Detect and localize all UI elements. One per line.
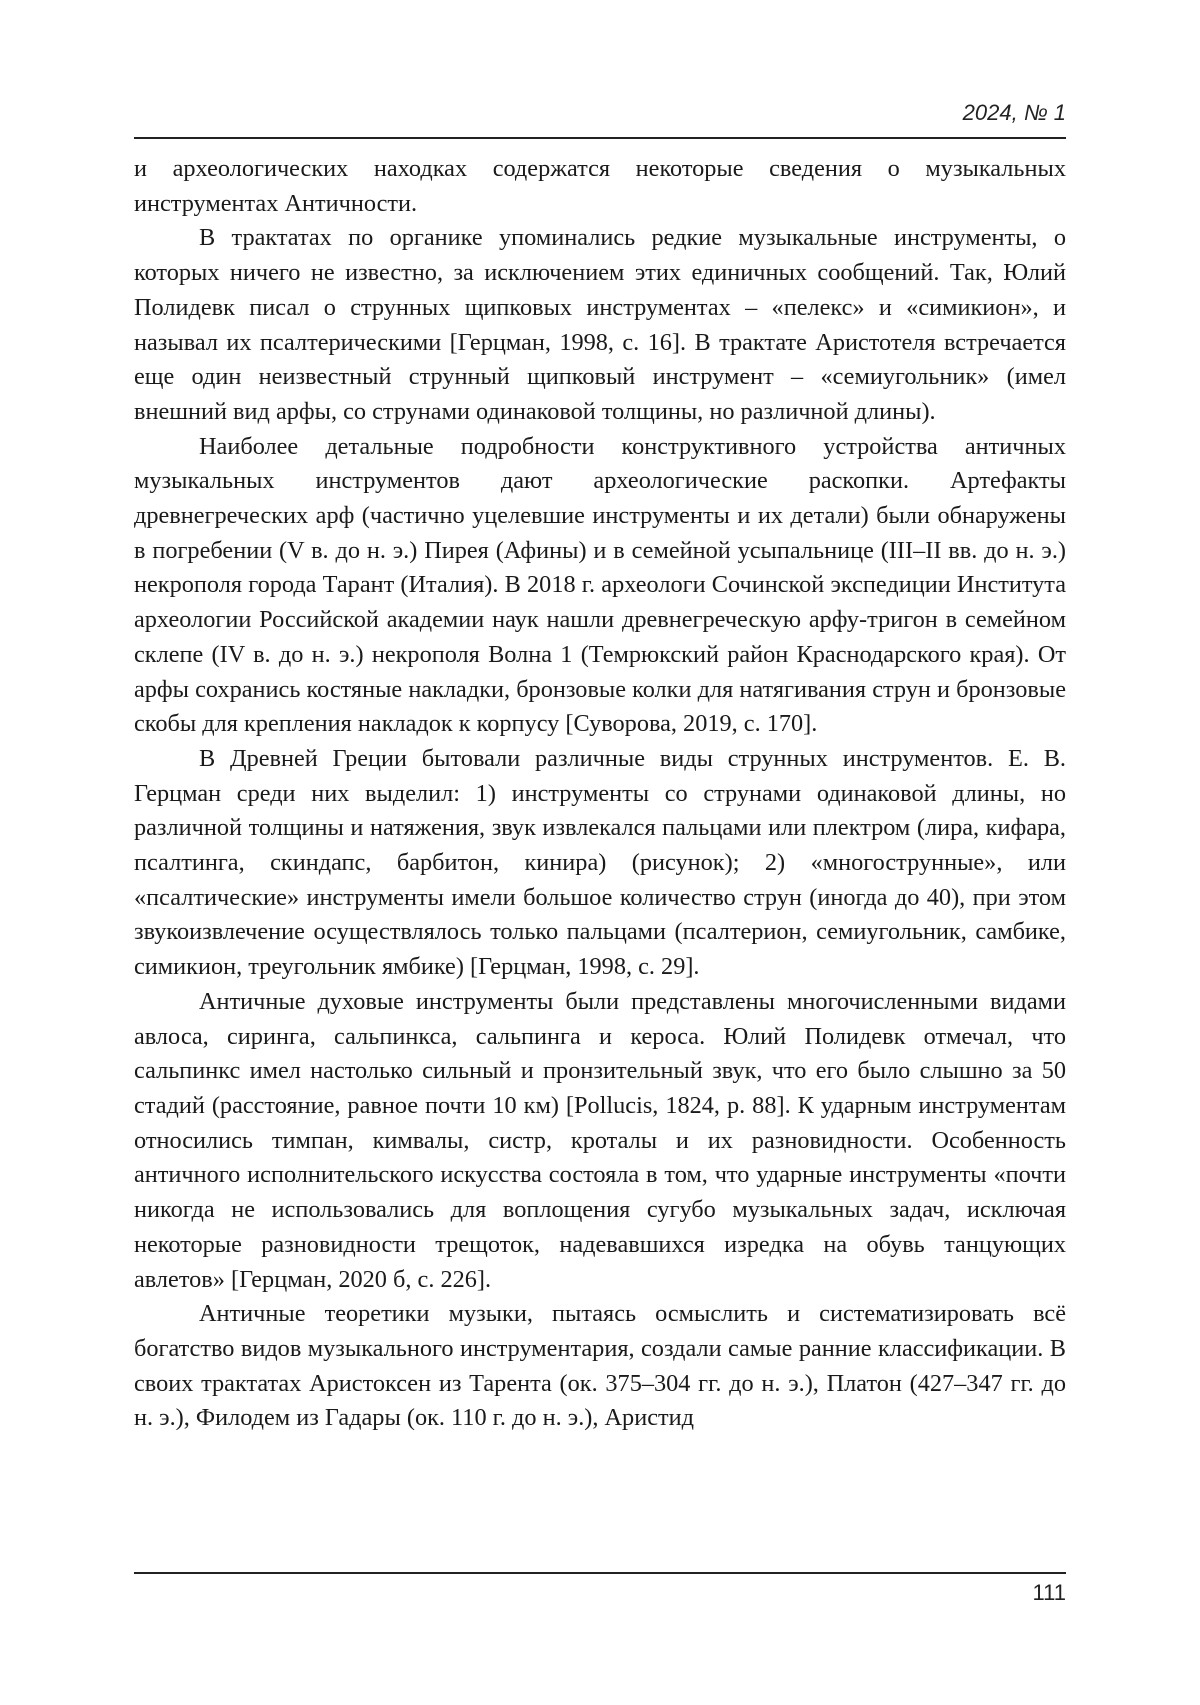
paragraph: и археологических находках содержатся некоторые сведения о музыкальных инструментах Античности. xyxy=(134,155,1066,217)
paragraph: Античные теоретики музыки, пытаясь осмыслить и систематизировать всё богатство видов музыкального инструментария, создали самые ранние классификации. В своих трактатах Аристоксен из Тарента (ок. 375–304 гг. до н. э.), Платон (427–347 гг. до н. э.), Филодем из Гадары (ок. 110 г. до н. э.), Аристид xyxy=(134,1300,1066,1432)
paragraph: Наиболее детальные подробности конструктивного устройства античных музыкальных инструментов дают археологические раскопки. Артефакты древнегреческих арф (частично уцелевшие инструменты и их детали) были обнаружены в погребении (V в. до н. э.) Пирея (Афины) и в семейной усыпальнице (III–II вв. до н. э.) некрополя города Тарант (Италия). В 2018 г. археологи Сочинской экспедиции Института археологии Российской академии наук нашли древнегреческую арфу-тригон в семейном склепе (IV в. до н. э.) некрополя Волна 1 (Темрюкский район Краснодарского края). От арфы сохранись костяные накладки, бронзовые колки для натягивания струн и бронзовые скобы для крепления накладок к корпусу [Суворова, 2019, с. 170]. xyxy=(134,432,1066,738)
paragraph: В трактатах по органике упоминались редкие музыкальные инструменты, о которых ничего не известно, за исключением этих единичных сообщений. Так, Юлий Полидевк писал о струнных щипковых инструментах – «пелекс» и «симикион», и называл их псалтерическими [Герцман, 1998, с. 16]. В трактате Аристотеля встречается еще один неизвестный струнный щипковый инструмент – «семиугольник» (имел внешний вид арфы, со струнами одинаковой толщины, но различной длины). xyxy=(134,224,1066,425)
header-rule xyxy=(134,137,1066,139)
document-page xyxy=(134,0,1066,1705)
issue-header: 2024, № 1 xyxy=(962,100,1066,125)
page-number: 111 xyxy=(1032,1580,1066,1605)
paragraph: В Древней Греции бытовали различные виды струнных инструментов. Е. В. Герцман среди них выделил: 1) инструменты со струнами одинаковой длины, но различной толщины и натяжения, звук извлекался пальцами или плектром (лира, кифара, псалтинга, скиндапс, барбитон, кинира) (рисунок); 2) «многострунные», или «псалтические» инструменты имели большое количество струн (иногда до 40), при этом звукоизвлечение осуществлялось только пальцами (псалтерион, семиугольник, самбике, симикион, треугольник ямбике) [Герцман, 1998, с. 29]. xyxy=(134,744,1066,981)
paragraph: Античные духовые инструменты были представлены многочисленными видами авлоса, сиринга, сальпинкса, сальпинга и кероса. Юлий Полидевк отмечал, что сальпинкс имел настолько сильный и пронзительный звук, что его было слышно за 50 стадий (расстояние, равное почти 10 км) [Pollucis, 1824, p. 88]. К ударным инструментам относились тимпан, кимвалы, систр, кроталы и их разновидности. Особенность античного исполнительского искусства состояла в том, что ударные инструменты «почти никогда не использовались для воплощения сугубо музыкальных задач, исключая некоторые разновидности трещоток, надевавшихся изредка на обувь танцующих авлетов» [Герцман, 2020 б, с. 226]. xyxy=(134,987,1066,1293)
footer-rule xyxy=(134,1572,1066,1574)
article-body xyxy=(134,152,1066,1436)
